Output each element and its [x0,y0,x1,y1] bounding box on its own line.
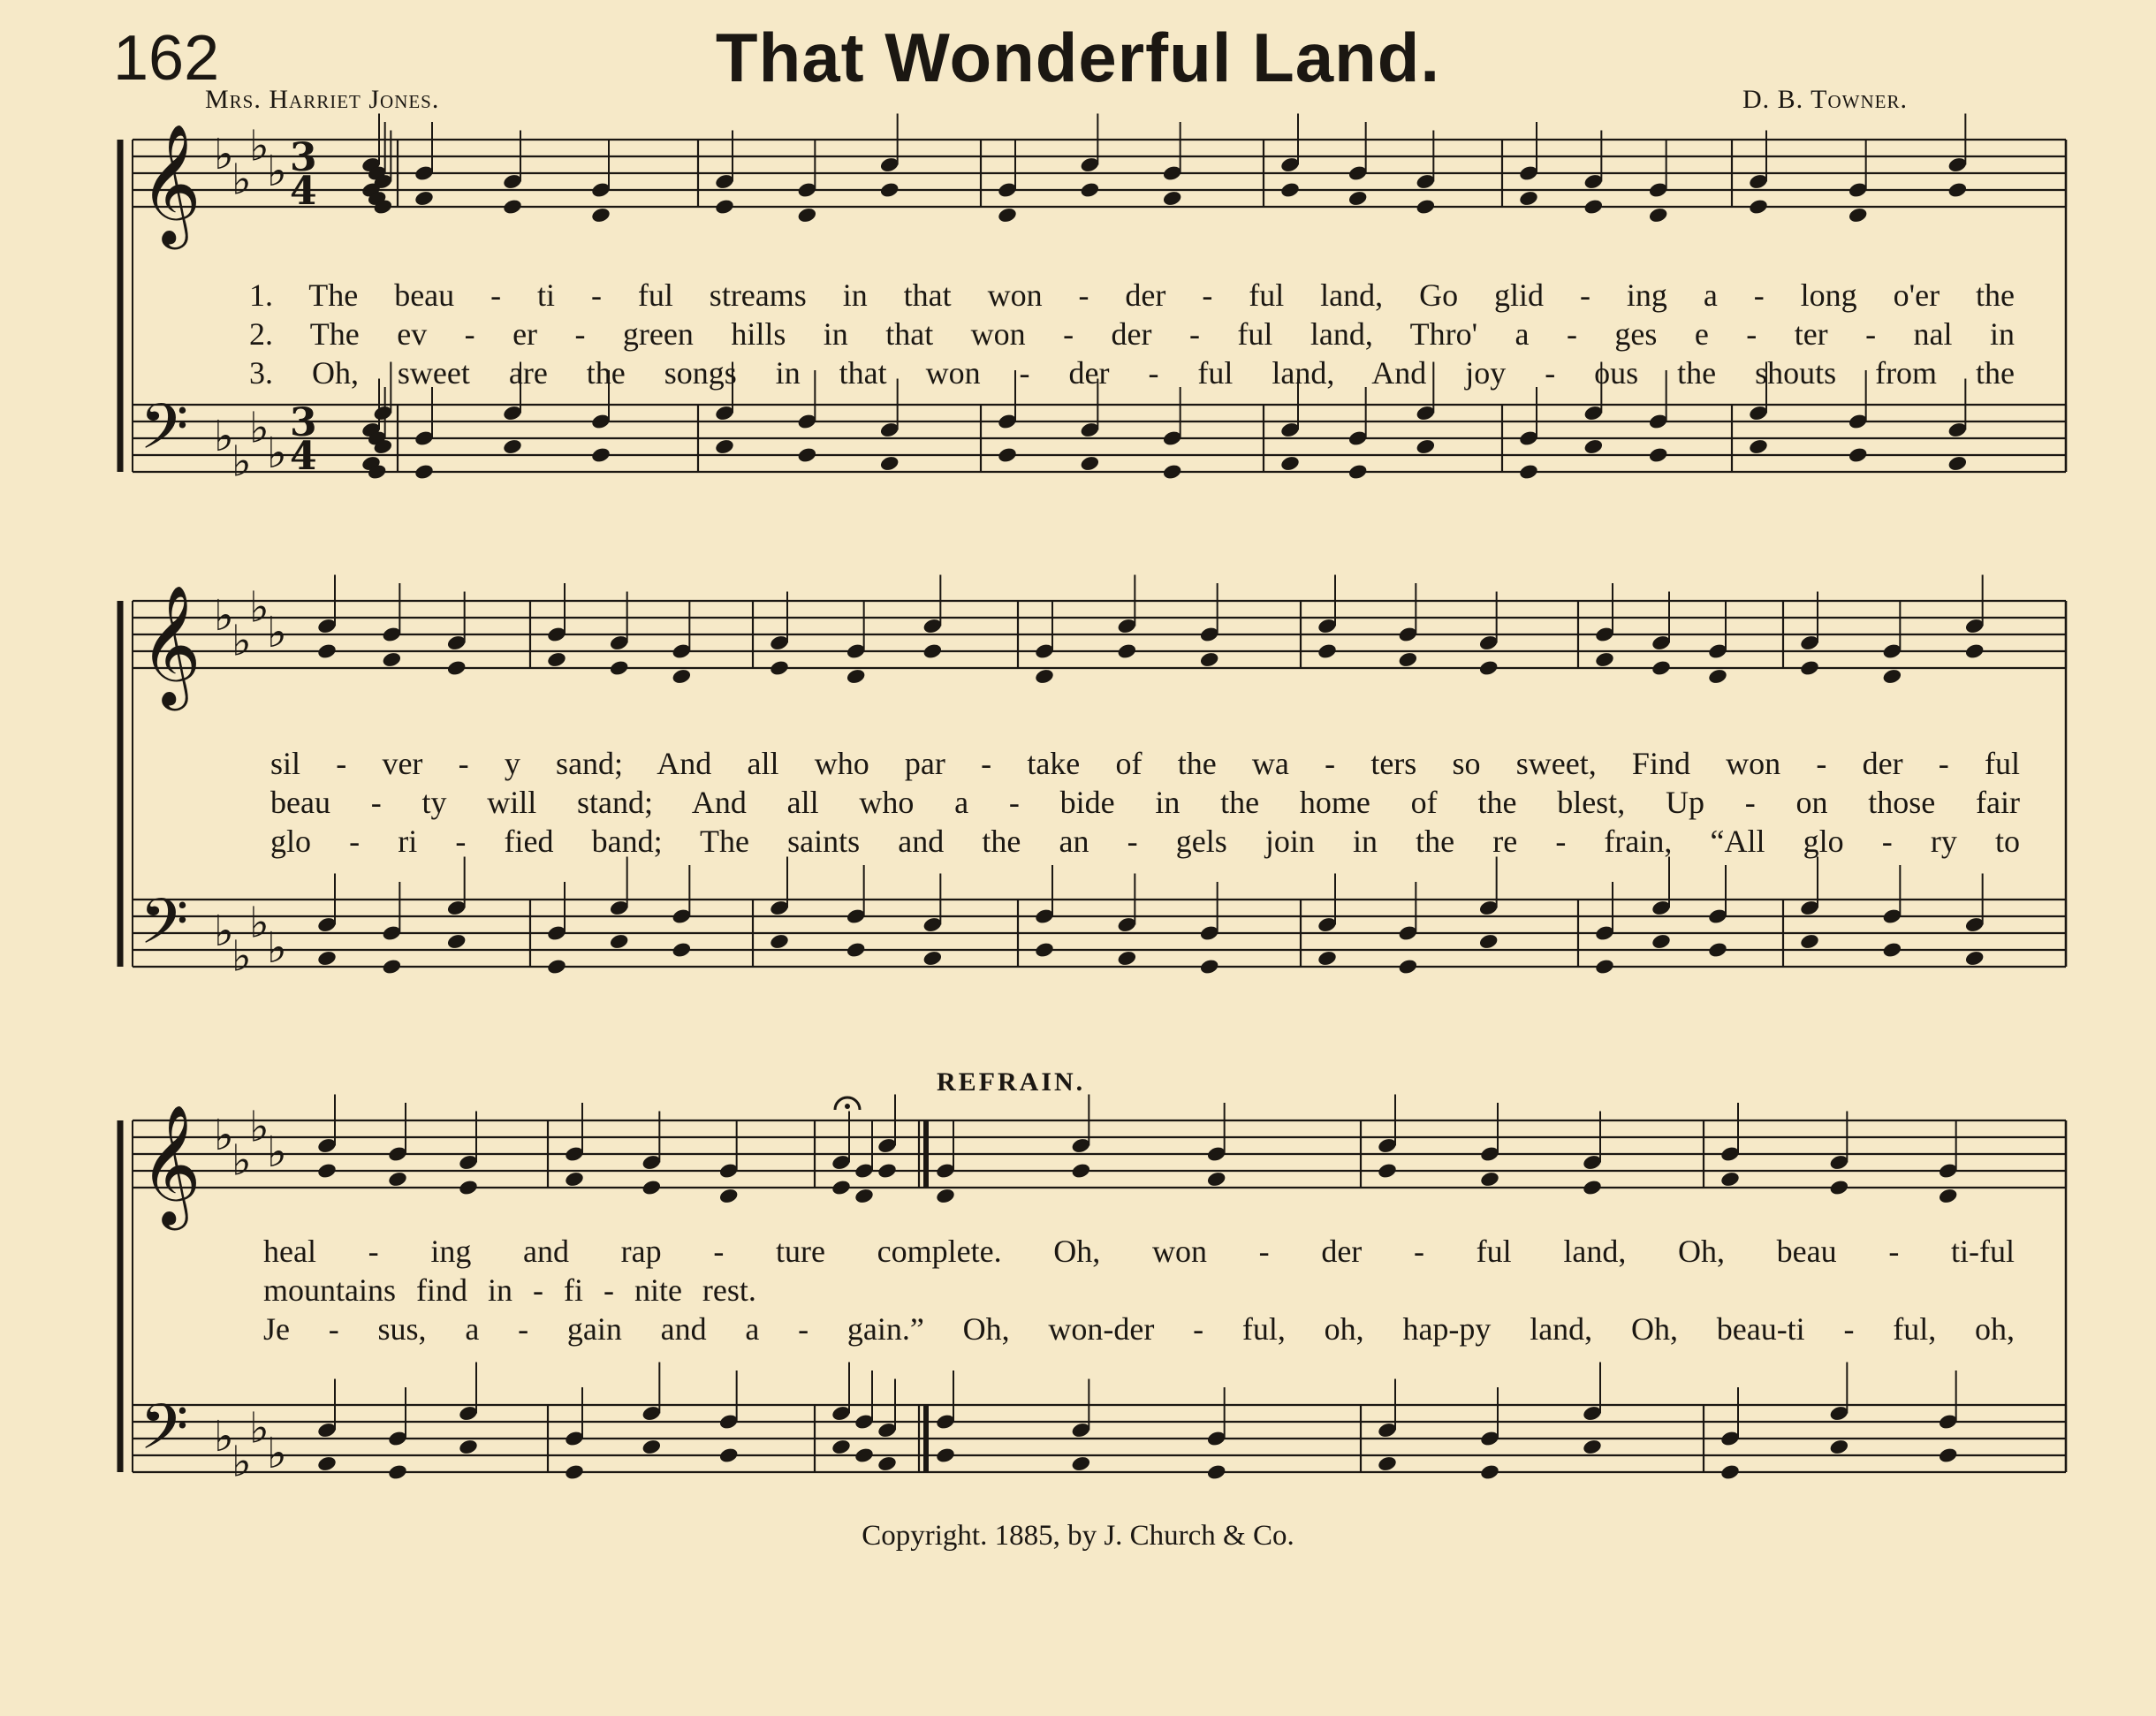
note-head [1651,933,1672,951]
note-head [672,941,693,959]
note-head [714,438,735,456]
note-head [1947,455,1969,473]
note-head [1707,941,1728,959]
note-head [846,941,867,959]
bass-clef-icon: 𝄢 [140,1391,189,1479]
note-head [854,1446,875,1464]
note-head [1377,1455,1398,1473]
note-head [502,438,523,456]
note-head [1594,651,1615,669]
note-head [797,207,818,224]
lyric-line-system3-verse1: heal - ing and rap - ture complete. Oh, won - der - ful land, Oh, beau - ti-ful [263,1234,2015,1269]
flat-icon: ♭ [267,1429,287,1478]
note-head [1964,950,1985,968]
flat-icon: ♭ [232,155,252,205]
note-head [831,1179,852,1196]
bass-clef-icon: 𝄢 [140,885,189,974]
note-head [1071,1455,1092,1473]
time-signature-digit: 3 [290,400,317,445]
note-head [1829,1439,1850,1456]
note-head [718,1188,740,1205]
note-head [854,1188,875,1205]
note-head [382,958,403,976]
flat-icon: ♭ [267,429,287,478]
flat-icon: ♭ [249,1102,270,1152]
flat-icon: ♭ [249,898,270,948]
flat-icon: ♭ [232,616,252,666]
note-head [1117,950,1138,968]
flat-icon: ♭ [214,1412,234,1462]
note-head [1117,642,1138,660]
bass-clef-icon: 𝄢 [140,391,189,479]
note-head [831,1439,852,1456]
note-head [446,933,467,951]
note-head [1582,1179,1603,1196]
note-head [502,198,523,216]
note-head [769,659,790,677]
note-head [1848,207,1869,224]
fermata-dot [845,1104,850,1109]
note-head [1348,190,1369,208]
note-head [935,1188,956,1205]
note-head [1882,941,1903,959]
refrain-label: REFRAIN. [937,1067,1086,1097]
note-head [714,198,735,216]
note-head [1583,198,1605,216]
note-head [1829,1179,1850,1196]
note-head [997,207,1018,224]
note-head [1398,651,1419,669]
flat-icon: ♭ [267,1128,287,1177]
lyric-line-system3-verse2: mountains find in - fi - nite rest. [263,1272,756,1308]
note-head [1162,190,1183,208]
flat-icon: ♭ [267,608,287,657]
copyright-notice: Copyright. 1885, by J. Church & Co. [862,1520,1294,1552]
note-head [609,659,630,677]
note-head [879,455,900,473]
lyric-line-system3-verse3: Je - sus, a - gain and a - gain.” Oh, won-der - ful, oh, hap-py land, Oh, beau-ti - ful, oh, [263,1311,2015,1347]
note-head [846,668,867,686]
note-head [546,651,567,669]
hymn-title: That Wonderful Land. [715,19,1441,96]
note-head [922,642,944,660]
lyricist-credit: Mrs. Harriet Jones. [205,85,440,114]
note-head [1317,950,1338,968]
note-head [458,1439,479,1456]
note-head [316,950,338,968]
note-head [1199,651,1220,669]
treble-clef-icon: 𝄞 [140,122,201,244]
note-head [1848,446,1869,464]
note-head [1938,1446,1959,1464]
note-head [1648,446,1669,464]
note-head [1034,668,1055,686]
note-head [1882,668,1903,686]
note-head [446,659,467,677]
note-head [590,446,611,464]
note-head [1317,642,1338,660]
note-head [1518,190,1539,208]
note-head [1199,958,1220,976]
lyric-line-system2-verse1: sil - ver - y sand; And all who par - take of the wa - ters so sweet, Find won - der - ful [270,746,2020,781]
flat-icon: ♭ [232,1135,252,1186]
note-head [879,181,900,199]
note-head [546,958,567,976]
note-head [1518,463,1539,481]
note-head [1416,438,1437,456]
note-head [1651,659,1672,677]
flat-icon: ♭ [249,1403,270,1454]
note-head [1719,1463,1741,1481]
note-head [935,1446,956,1464]
note-head [1162,463,1183,481]
treble-clef-icon: 𝄞 [140,583,201,705]
time-signature-digit: 3 [290,135,317,180]
flat-icon: ♭ [214,1111,234,1160]
note-head [1279,455,1301,473]
page-number: 162 [113,23,220,94]
note-head [458,1179,479,1196]
note-head [1478,933,1499,951]
note-head [1479,1463,1500,1481]
flat-icon: ♭ [249,403,270,453]
note-head [1648,207,1669,224]
note-head [1479,1171,1500,1188]
note-head [922,950,944,968]
composer-credit: D. B. Towner. [1742,85,1908,114]
note-head [414,463,435,481]
flat-icon: ♭ [249,582,270,633]
lyric-line-system1-verse1: 1. The beau - ti - ful streams in that won - der - ful land, Go glid - ing a - long o'er the [249,277,2015,313]
note-head [1582,1439,1603,1456]
note-head [1938,1188,1959,1205]
note-head [1206,1463,1227,1481]
note-head [877,1455,898,1473]
note-head [1748,438,1769,456]
note-head [1947,181,1969,199]
note-head [641,1179,663,1196]
note-head [316,1162,338,1180]
note-head [1964,642,1985,660]
treble-clef-icon: 𝄞 [140,1103,201,1225]
note-head [1034,941,1055,959]
lyric-line-system2-verse2: beau - ty will stand; And all who a - bide in the home of the blest, Up - on those fair [270,785,2020,820]
note-head [997,446,1018,464]
note-head [1398,958,1419,976]
lyric-line-system1-verse2: 2. The ev - er - green hills in that won - der - ful land, Thro' a - ges e - ter - nal in [249,316,2015,352]
note-head [1719,1171,1741,1188]
flat-icon: ♭ [214,591,234,641]
note-head [1748,198,1769,216]
flat-icon: ♭ [267,923,287,973]
time-signature-digit: 4 [290,434,317,479]
note-head [382,651,403,669]
note-head [1799,933,1820,951]
lyric-line-system1-verse3: 3. Oh, sweet are the songs in that won - der - ful land, And joy - ous the shouts from the [249,355,2015,391]
note-head [1416,198,1437,216]
note-head [590,207,611,224]
time-signature-digit: 4 [290,169,317,214]
note-head [672,668,693,686]
note-head [564,1171,585,1188]
note-head [609,933,630,951]
note-head [1799,659,1820,677]
lyric-line-system2-verse3: glo - ri - fied band; The saints and the an - gels join in the re - frain, “All glo - ry to [270,824,2020,859]
note-head [1071,1162,1092,1180]
note-head [1080,181,1101,199]
flat-icon: ♭ [232,931,252,982]
note-head [414,190,435,208]
note-head [564,1463,585,1481]
flat-icon: ♭ [214,130,234,179]
note-head [1478,659,1499,677]
note-head [387,1463,408,1481]
note-head [1707,668,1728,686]
note-head [1583,438,1605,456]
note-head [797,446,818,464]
note-head [316,1455,338,1473]
flat-icon: ♭ [267,147,287,196]
flat-icon: ♭ [214,412,234,461]
note-head [718,1446,740,1464]
note-head [1080,455,1101,473]
flat-icon: ♭ [249,121,270,171]
note-head [877,1162,898,1180]
note-head [1377,1162,1398,1180]
note-head [387,1171,408,1188]
flat-icon: ♭ [232,1437,252,1487]
note-head [769,933,790,951]
note-head [1279,181,1301,199]
note-head [1206,1171,1227,1188]
flat-icon: ♭ [214,907,234,956]
note-head [1348,463,1369,481]
note-head [316,642,338,660]
note-head [641,1439,663,1456]
note-head [1594,958,1615,976]
flat-icon: ♭ [232,437,252,487]
